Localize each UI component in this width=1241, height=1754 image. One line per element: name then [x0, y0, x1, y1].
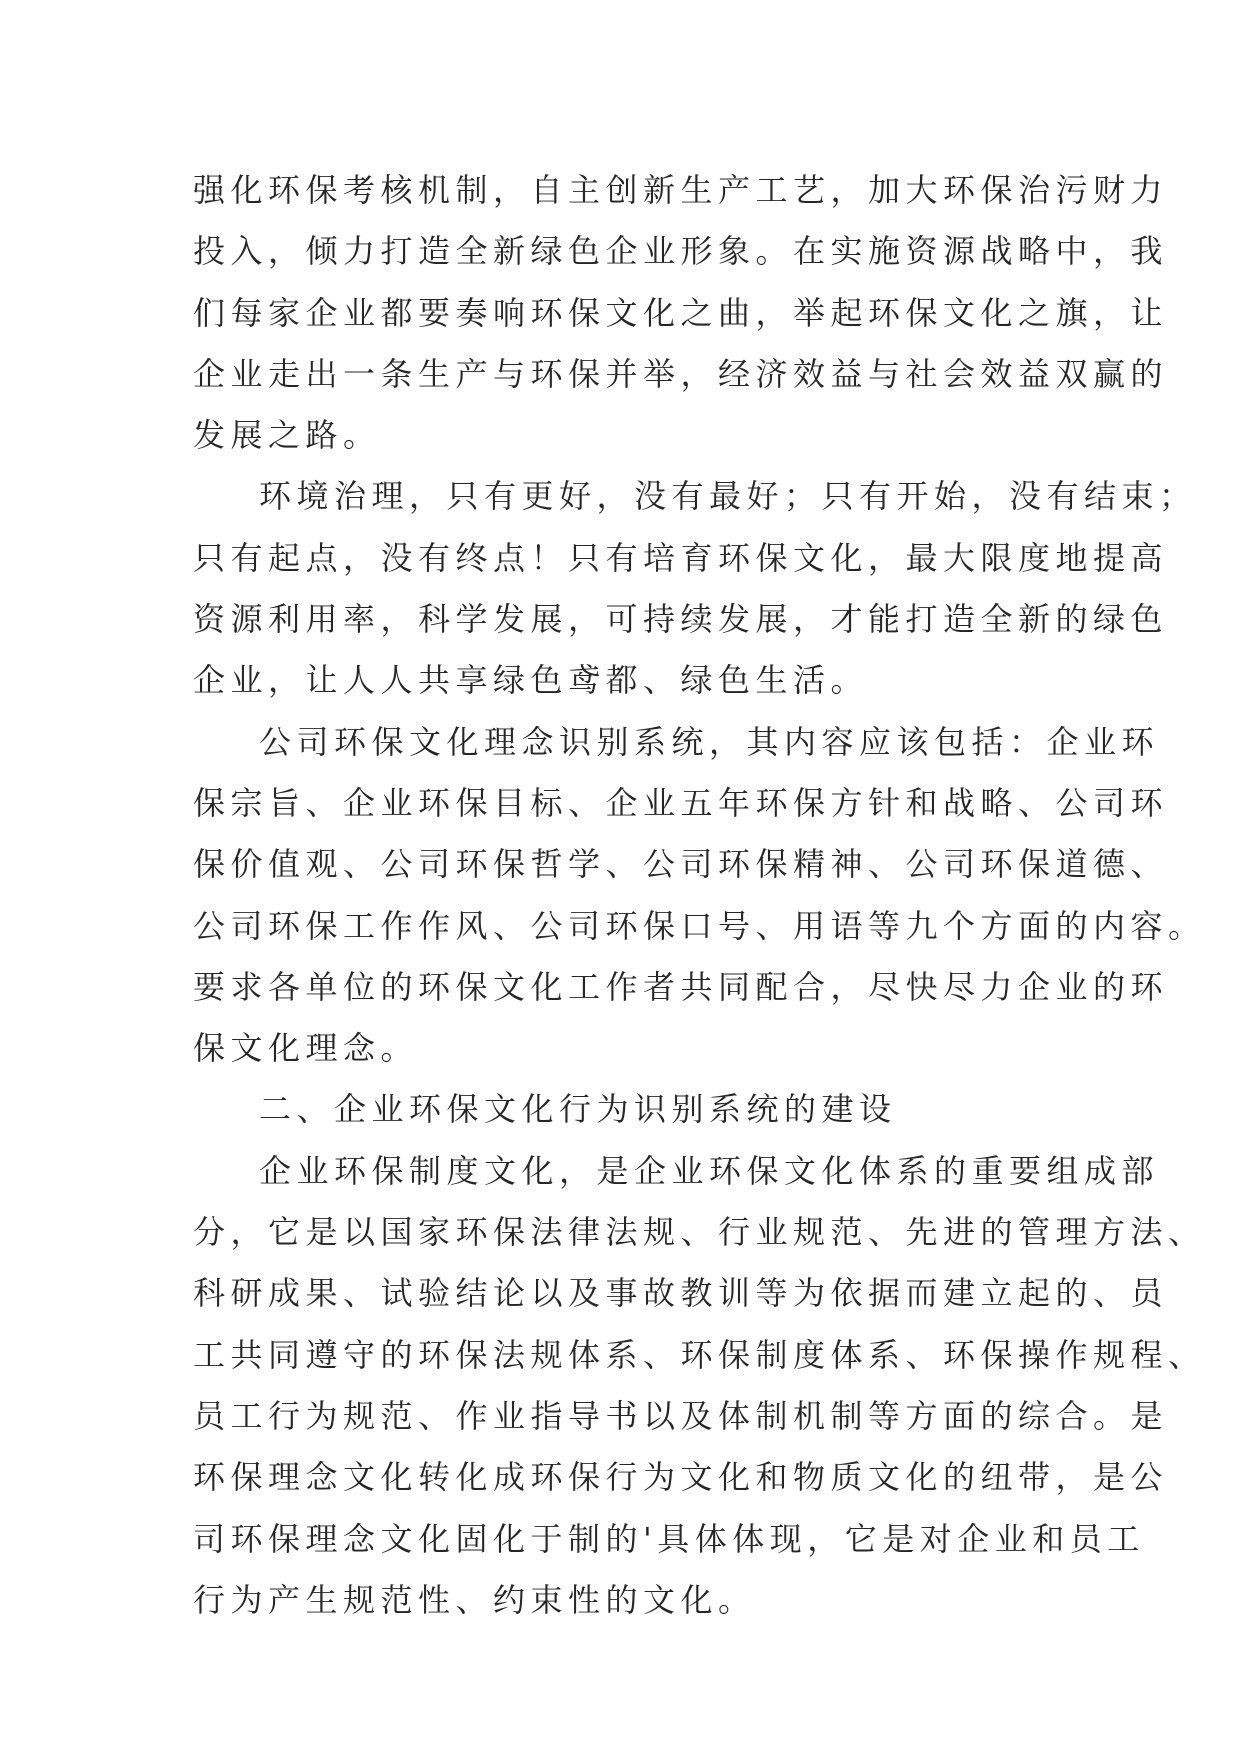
text-line: 们每家企业都要奏响环保文化之曲，举起环保文化之旗，让	[193, 293, 1169, 332]
text-line: 强化环保考核机制，自主创新生产工艺，加大环保治污财力	[193, 171, 1169, 209]
text-line: 发展之路。	[193, 416, 381, 455]
section-heading: 二、企业环保文化行为识别系统的建设	[259, 1090, 897, 1129]
text-line: 环保理念文化转化成环保行为文化和物质文化的纽带，是公	[193, 1458, 1169, 1497]
text-line: 工共同遵守的环保法规体系、环保制度体系、环保操作规程、	[193, 1335, 1206, 1374]
text-line: 保价值观、公司环保哲学、公司环保精神、公司环保道德、	[193, 845, 1169, 884]
text-line: 企业，让人人共享绿色鸢都、绿色生活。	[193, 661, 869, 700]
text-line: 科研成果、试验结论以及事故教训等为依据而建立起的、员	[193, 1274, 1169, 1313]
text-line: 公司环保工作作风、公司环保口号、用语等九个方面的内容。	[193, 906, 1206, 945]
text-line: 员工行为规范、作业指导书以及体制机制等方面的综合。是	[193, 1396, 1169, 1435]
text-line: 保文化理念。	[193, 1029, 419, 1068]
text-line: 企业走出一条生产与环保并举，经济效益与社会效益双赢的	[193, 354, 1169, 393]
paragraph-start-line: 企业环保制度文化，是企业环保文化体系的重要组成部	[259, 1151, 1160, 1190]
text-line: 要求各单位的环保文化工作者共同配合，尽快尽力企业的环	[193, 967, 1169, 1006]
paragraph-start-line: 公司环保文化理念识别系统，其内容应该包括：企业环	[259, 722, 1160, 761]
text-line: 投入，倾力打造全新绿色企业形象。在实施资源战略中，我	[193, 232, 1169, 271]
text-line: 保宗旨、企业环保目标、企业五年环保方针和战略、公司环	[193, 783, 1169, 822]
body-text	[193, 160, 1206, 1631]
text-line: 行为产生规范性、约束性的文化。	[193, 1580, 756, 1619]
text-line: 资源利用率，科学发展，可持续发展，才能打造全新的绿色	[193, 600, 1169, 639]
paragraph-start-line: 环境治理，只有更好，没有最好；只有开始，没有结束；	[259, 477, 1197, 516]
text-line: 只有起点，没有终点！只有培育环保文化，最大限度地提高	[193, 538, 1169, 577]
text-line: 司环保理念文化固化于制的'具体体现，它是对企业和员工	[193, 1519, 1145, 1558]
text-line: 分，它是以国家环保法律法规、行业规范、先进的管理方法、	[193, 1213, 1206, 1252]
